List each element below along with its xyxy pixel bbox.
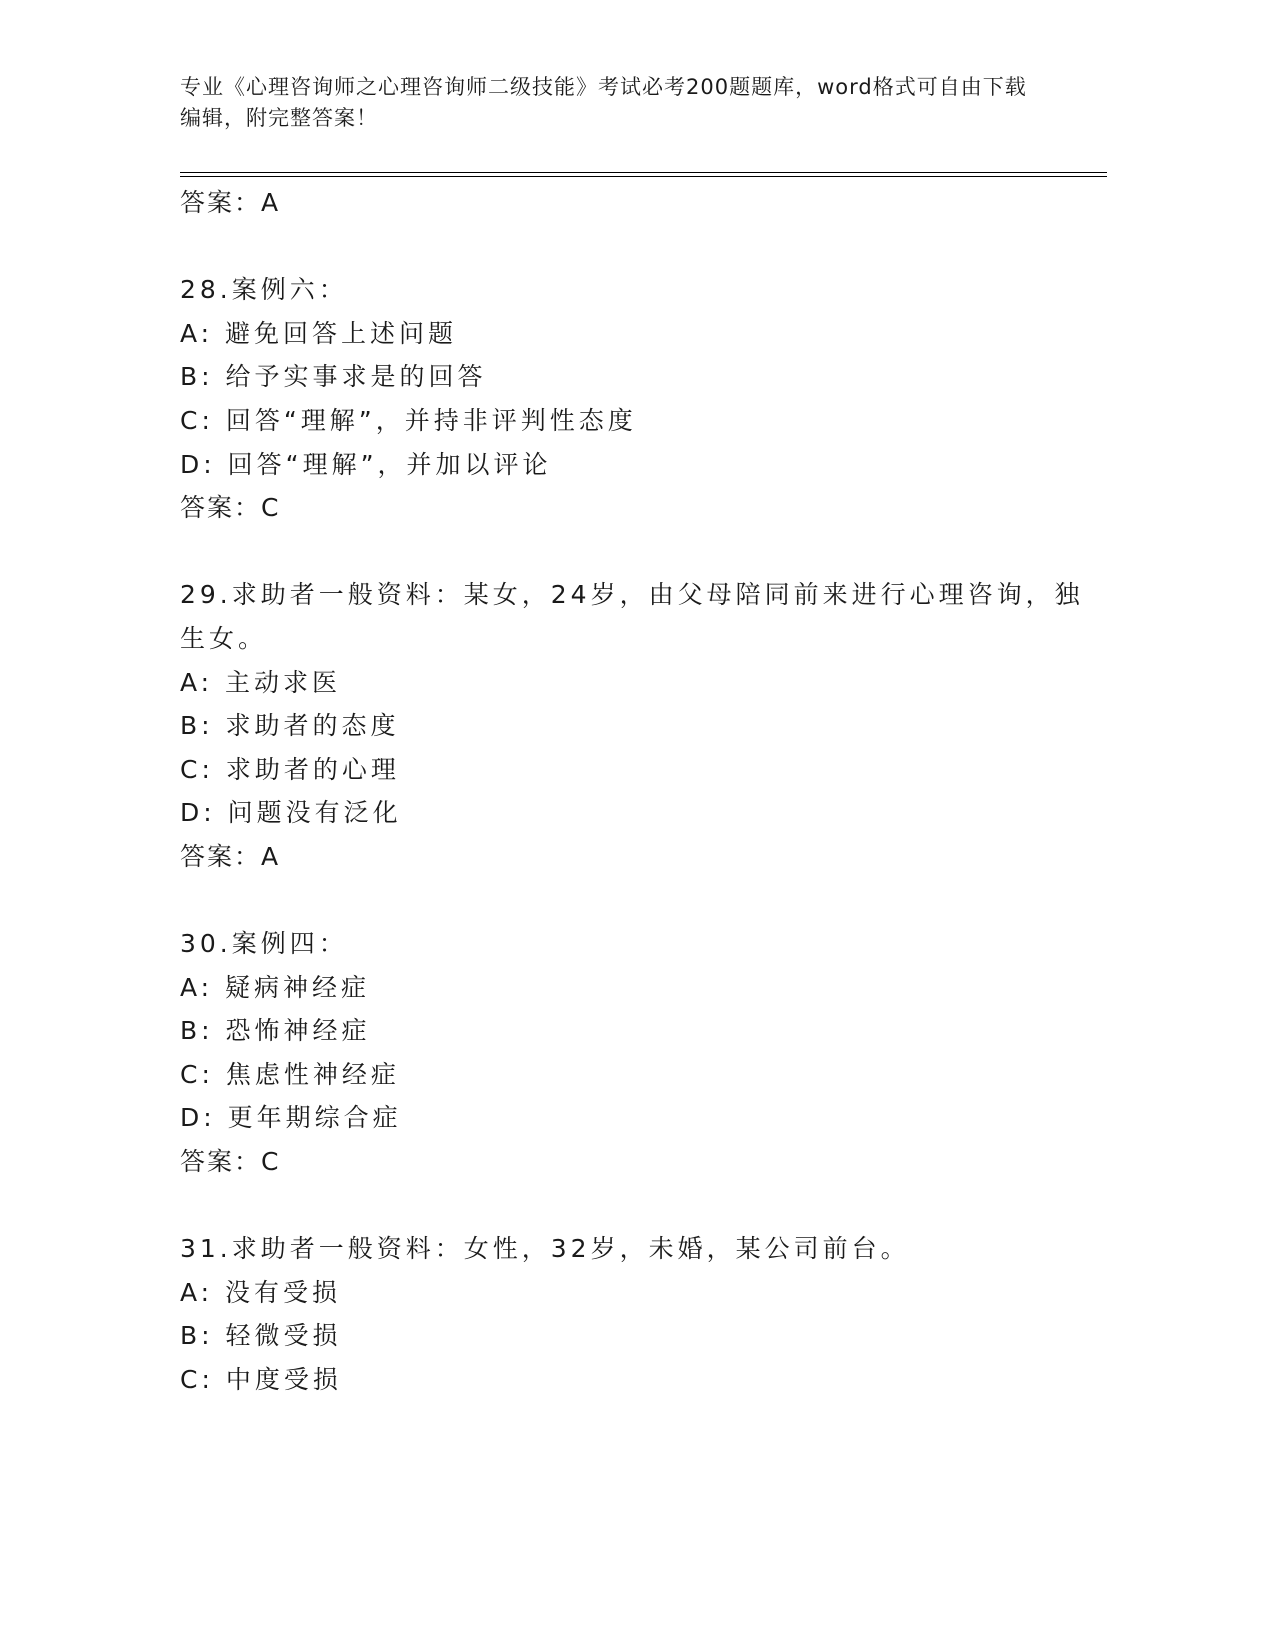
question-28: [180, 268, 1080, 530]
option-a: A: 避免回答上述问题: [180, 318, 458, 348]
option-a: A: 疑病神经症: [180, 972, 371, 1002]
question-30: [180, 922, 1080, 1184]
header-rule-bottom: [180, 176, 1107, 177]
answer-line: 答案：C: [180, 493, 281, 523]
question-stem-line-2: 生女。: [180, 623, 268, 653]
option-a: A: 主动求医: [180, 667, 342, 697]
option-c: C: 中度受损: [180, 1365, 342, 1395]
option-d: D: 问题没有泛化: [180, 798, 402, 828]
option-b: B: 求助者的态度: [180, 711, 400, 741]
option-d: D: 更年期综合症: [180, 1103, 402, 1133]
option-b: B: 恐怖神经症: [180, 1016, 371, 1046]
document-header: 专业《心理咨询师之心理咨询师二级技能》考试必考200题题库，word格式可自由下载编辑，附完整答案！: [180, 75, 1027, 130]
question-list: [180, 181, 1084, 1402]
option-b: B: 给予实事求是的回答: [180, 362, 487, 392]
answer-line: 答案：C: [180, 1147, 281, 1177]
option-c: C: 回答“理解”，并持非评判性态度: [180, 405, 637, 435]
option-c: C: 求助者的心理: [180, 754, 400, 784]
header-rule-top: [180, 172, 1107, 173]
option-b: B: 轻微受损: [180, 1321, 342, 1351]
question-stem: 30.案例四：: [180, 929, 348, 959]
question-stem: 31.求助者一般资料：女性，32岁，未婚，某公司前台。: [180, 1234, 910, 1264]
option-a: A: 没有受损: [180, 1277, 342, 1307]
question-29: [180, 573, 1084, 878]
question-31: [180, 1227, 1080, 1401]
option-c: C: 焦虑性神经症: [180, 1059, 400, 1089]
answer-line: 答案：A: [180, 841, 281, 871]
option-d: D: 回答“理解”，并加以评论: [180, 449, 552, 479]
question-stem-line-1: 29.求助者一般资料：某女，24岁，由父母陪同前来进行心理咨询，独: [180, 580, 1084, 610]
answer-line: 答案：A: [180, 188, 281, 217]
question-stem: 28.案例六：: [180, 275, 348, 305]
